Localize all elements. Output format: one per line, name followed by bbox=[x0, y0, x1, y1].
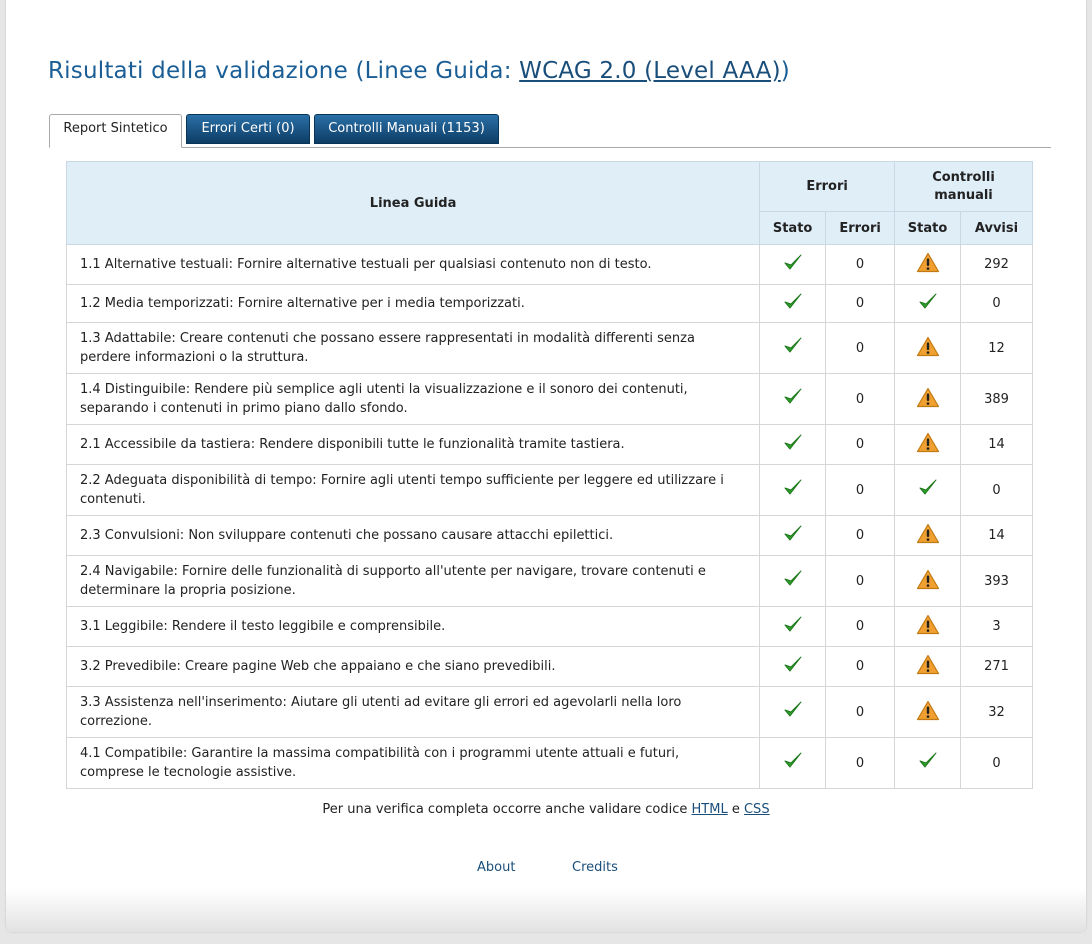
check-icon bbox=[918, 478, 938, 502]
header-manual-group bbox=[895, 162, 1033, 212]
warnings-count: 14 bbox=[961, 425, 1033, 465]
css-validator-link[interactable]: CSS bbox=[743, 802, 770, 817]
manual-status-cell bbox=[895, 687, 961, 738]
error-status-cell bbox=[760, 687, 826, 738]
header-warnings: Avvisi bbox=[961, 212, 1033, 245]
manual-status-cell bbox=[895, 647, 961, 687]
error-status-cell bbox=[760, 607, 826, 647]
warnings-count: 292 bbox=[961, 245, 1033, 285]
errors-count: 0 bbox=[826, 687, 895, 738]
header-status: Stato bbox=[760, 212, 826, 245]
manual-status-cell bbox=[895, 465, 961, 516]
check-icon bbox=[783, 751, 803, 775]
table-row bbox=[67, 245, 1033, 285]
validation-note bbox=[6, 802, 1086, 817]
table-row bbox=[67, 556, 1033, 607]
warning-icon bbox=[916, 654, 940, 679]
warning-icon bbox=[916, 569, 940, 594]
error-status-cell bbox=[760, 556, 826, 607]
error-status-cell bbox=[760, 647, 826, 687]
warnings-count: 0 bbox=[961, 285, 1033, 323]
tab-bar bbox=[49, 114, 1051, 148]
table-body bbox=[67, 245, 1033, 789]
table-row bbox=[67, 374, 1033, 425]
error-status-cell bbox=[760, 285, 826, 323]
html-validator-link[interactable]: HTML bbox=[691, 802, 728, 817]
warning-icon bbox=[916, 614, 940, 639]
check-icon bbox=[783, 700, 803, 724]
guideline-cell: 2.3 Convulsioni: Non sviluppare contenuti che possano causare attacchi epilettici. bbox=[67, 516, 760, 556]
warnings-count: 0 bbox=[961, 465, 1033, 516]
title-suffix: ) bbox=[780, 58, 790, 84]
guideline-cell: 4.1 Compatibile: Garantire la massima compatibilità con i programmi utente attuali e futuri, comprese le tecnologie assistive. bbox=[67, 738, 760, 789]
check-icon bbox=[783, 433, 803, 457]
header-errors: Errori bbox=[826, 212, 895, 245]
errors-count: 0 bbox=[826, 285, 895, 323]
table-row bbox=[67, 738, 1033, 789]
header-manual-status: Stato bbox=[895, 212, 961, 245]
check-icon bbox=[783, 336, 803, 360]
warnings-count: 32 bbox=[961, 687, 1033, 738]
guideline-cell: 2.1 Accessibile da tastiera: Rendere disponibili tutte le funzionalità tramite tastiera. bbox=[67, 425, 760, 465]
header-manual-group-label: Controlli manuali bbox=[932, 169, 995, 203]
about-link[interactable]: About bbox=[477, 860, 516, 875]
check-icon bbox=[783, 524, 803, 548]
errors-count: 0 bbox=[826, 556, 895, 607]
table-row bbox=[67, 323, 1033, 374]
manual-status-cell bbox=[895, 245, 961, 285]
tab-errori-certi[interactable]: Errori Certi (0) bbox=[186, 114, 310, 144]
note-conjunction: e bbox=[727, 802, 744, 817]
errors-count: 0 bbox=[826, 738, 895, 789]
table-row bbox=[67, 285, 1033, 323]
guideline-cell: 2.4 Navigabile: Fornire delle funzionalità di supporto all'utente per navigare, trovare contenuti e determinare la propria posizione. bbox=[67, 556, 760, 607]
warnings-count: 14 bbox=[961, 516, 1033, 556]
credits-link[interactable]: Credits bbox=[572, 860, 618, 875]
page-title bbox=[48, 58, 790, 84]
errors-count: 0 bbox=[826, 425, 895, 465]
table-row bbox=[67, 465, 1033, 516]
manual-status-cell bbox=[895, 323, 961, 374]
header-guideline: Linea Guida bbox=[67, 162, 760, 245]
guideline-cell: 3.2 Prevedibile: Creare pagine Web che appaiano e che siano prevedibili. bbox=[67, 647, 760, 687]
errors-count: 0 bbox=[826, 245, 895, 285]
check-icon bbox=[783, 253, 803, 277]
warnings-count: 271 bbox=[961, 647, 1033, 687]
guideline-cell: 1.3 Adattabile: Creare contenuti che possano essere rappresentati in modalità differenti senza perdere informazioni o la struttura. bbox=[67, 323, 760, 374]
errors-count: 0 bbox=[826, 465, 895, 516]
check-icon bbox=[918, 751, 938, 775]
errors-count: 0 bbox=[826, 516, 895, 556]
warning-icon bbox=[916, 432, 940, 457]
check-icon bbox=[783, 292, 803, 316]
check-icon bbox=[783, 655, 803, 679]
table-row bbox=[67, 516, 1033, 556]
manual-status-cell bbox=[895, 374, 961, 425]
manual-status-cell bbox=[895, 285, 961, 323]
check-icon bbox=[783, 387, 803, 411]
errors-count: 0 bbox=[826, 323, 895, 374]
error-status-cell bbox=[760, 245, 826, 285]
check-icon bbox=[783, 615, 803, 639]
table-row bbox=[67, 607, 1033, 647]
error-status-cell bbox=[760, 738, 826, 789]
wcag-link[interactable]: WCAG 2.0 (Level AAA) bbox=[519, 58, 781, 84]
title-prefix: Risultati della validazione (Linee Guida: bbox=[48, 58, 520, 84]
tab-report-sintetico[interactable]: Report Sintetico bbox=[49, 114, 182, 148]
error-status-cell bbox=[760, 425, 826, 465]
errors-count: 0 bbox=[826, 647, 895, 687]
warnings-count: 3 bbox=[961, 607, 1033, 647]
manual-status-cell bbox=[895, 556, 961, 607]
guideline-cell: 1.2 Media temporizzati: Fornire alternative per i media temporizzati. bbox=[67, 285, 760, 323]
table-row bbox=[67, 687, 1033, 738]
note-text: Per una verifica completa occorre anche validare codice bbox=[322, 802, 692, 817]
error-status-cell bbox=[760, 516, 826, 556]
table-row bbox=[67, 425, 1033, 465]
manual-status-cell bbox=[895, 425, 961, 465]
error-status-cell bbox=[760, 465, 826, 516]
guideline-cell: 1.4 Distinguibile: Rendere più semplice agli utenti la visualizzazione e il sonoro dei contenuti, separando i contenuti in primo piano dallo sfondo. bbox=[67, 374, 760, 425]
check-icon bbox=[918, 292, 938, 316]
warnings-count: 12 bbox=[961, 323, 1033, 374]
header-errors-group: Errori bbox=[760, 162, 895, 212]
manual-status-cell bbox=[895, 738, 961, 789]
warning-icon bbox=[916, 700, 940, 725]
check-icon bbox=[783, 478, 803, 502]
guideline-cell: 3.3 Assistenza nell'inserimento: Aiutare gli utenti ad evitare gli errori ed agevolarli nella loro correzione. bbox=[67, 687, 760, 738]
errors-count: 0 bbox=[826, 374, 895, 425]
warnings-count: 389 bbox=[961, 374, 1033, 425]
warning-icon bbox=[916, 523, 940, 548]
error-status-cell bbox=[760, 374, 826, 425]
warnings-count: 393 bbox=[961, 556, 1033, 607]
error-status-cell bbox=[760, 323, 826, 374]
manual-status-cell bbox=[895, 607, 961, 647]
check-icon bbox=[783, 569, 803, 593]
manual-status-cell bbox=[895, 516, 961, 556]
warning-icon bbox=[916, 336, 940, 361]
guideline-cell: 2.2 Adeguata disponibilità di tempo: Fornire agli utenti tempo sufficiente per leggere ed utilizzare i contenuti. bbox=[67, 465, 760, 516]
errors-count: 0 bbox=[826, 607, 895, 647]
table-row bbox=[67, 647, 1033, 687]
warnings-count: 0 bbox=[961, 738, 1033, 789]
footer-band bbox=[6, 888, 1086, 932]
tab-controlli-manuali[interactable]: Controlli Manuali (1153) bbox=[314, 114, 499, 144]
warning-icon bbox=[916, 252, 940, 277]
guideline-cell: 3.1 Leggibile: Rendere il testo leggibile e comprensibile. bbox=[67, 607, 760, 647]
summary-table bbox=[66, 161, 1033, 789]
page bbox=[6, 0, 1086, 932]
warning-icon bbox=[916, 387, 940, 412]
guideline-cell: 1.1 Alternative testuali: Fornire alternative testuali per qualsiasi contenuto non di testo. bbox=[67, 245, 760, 285]
